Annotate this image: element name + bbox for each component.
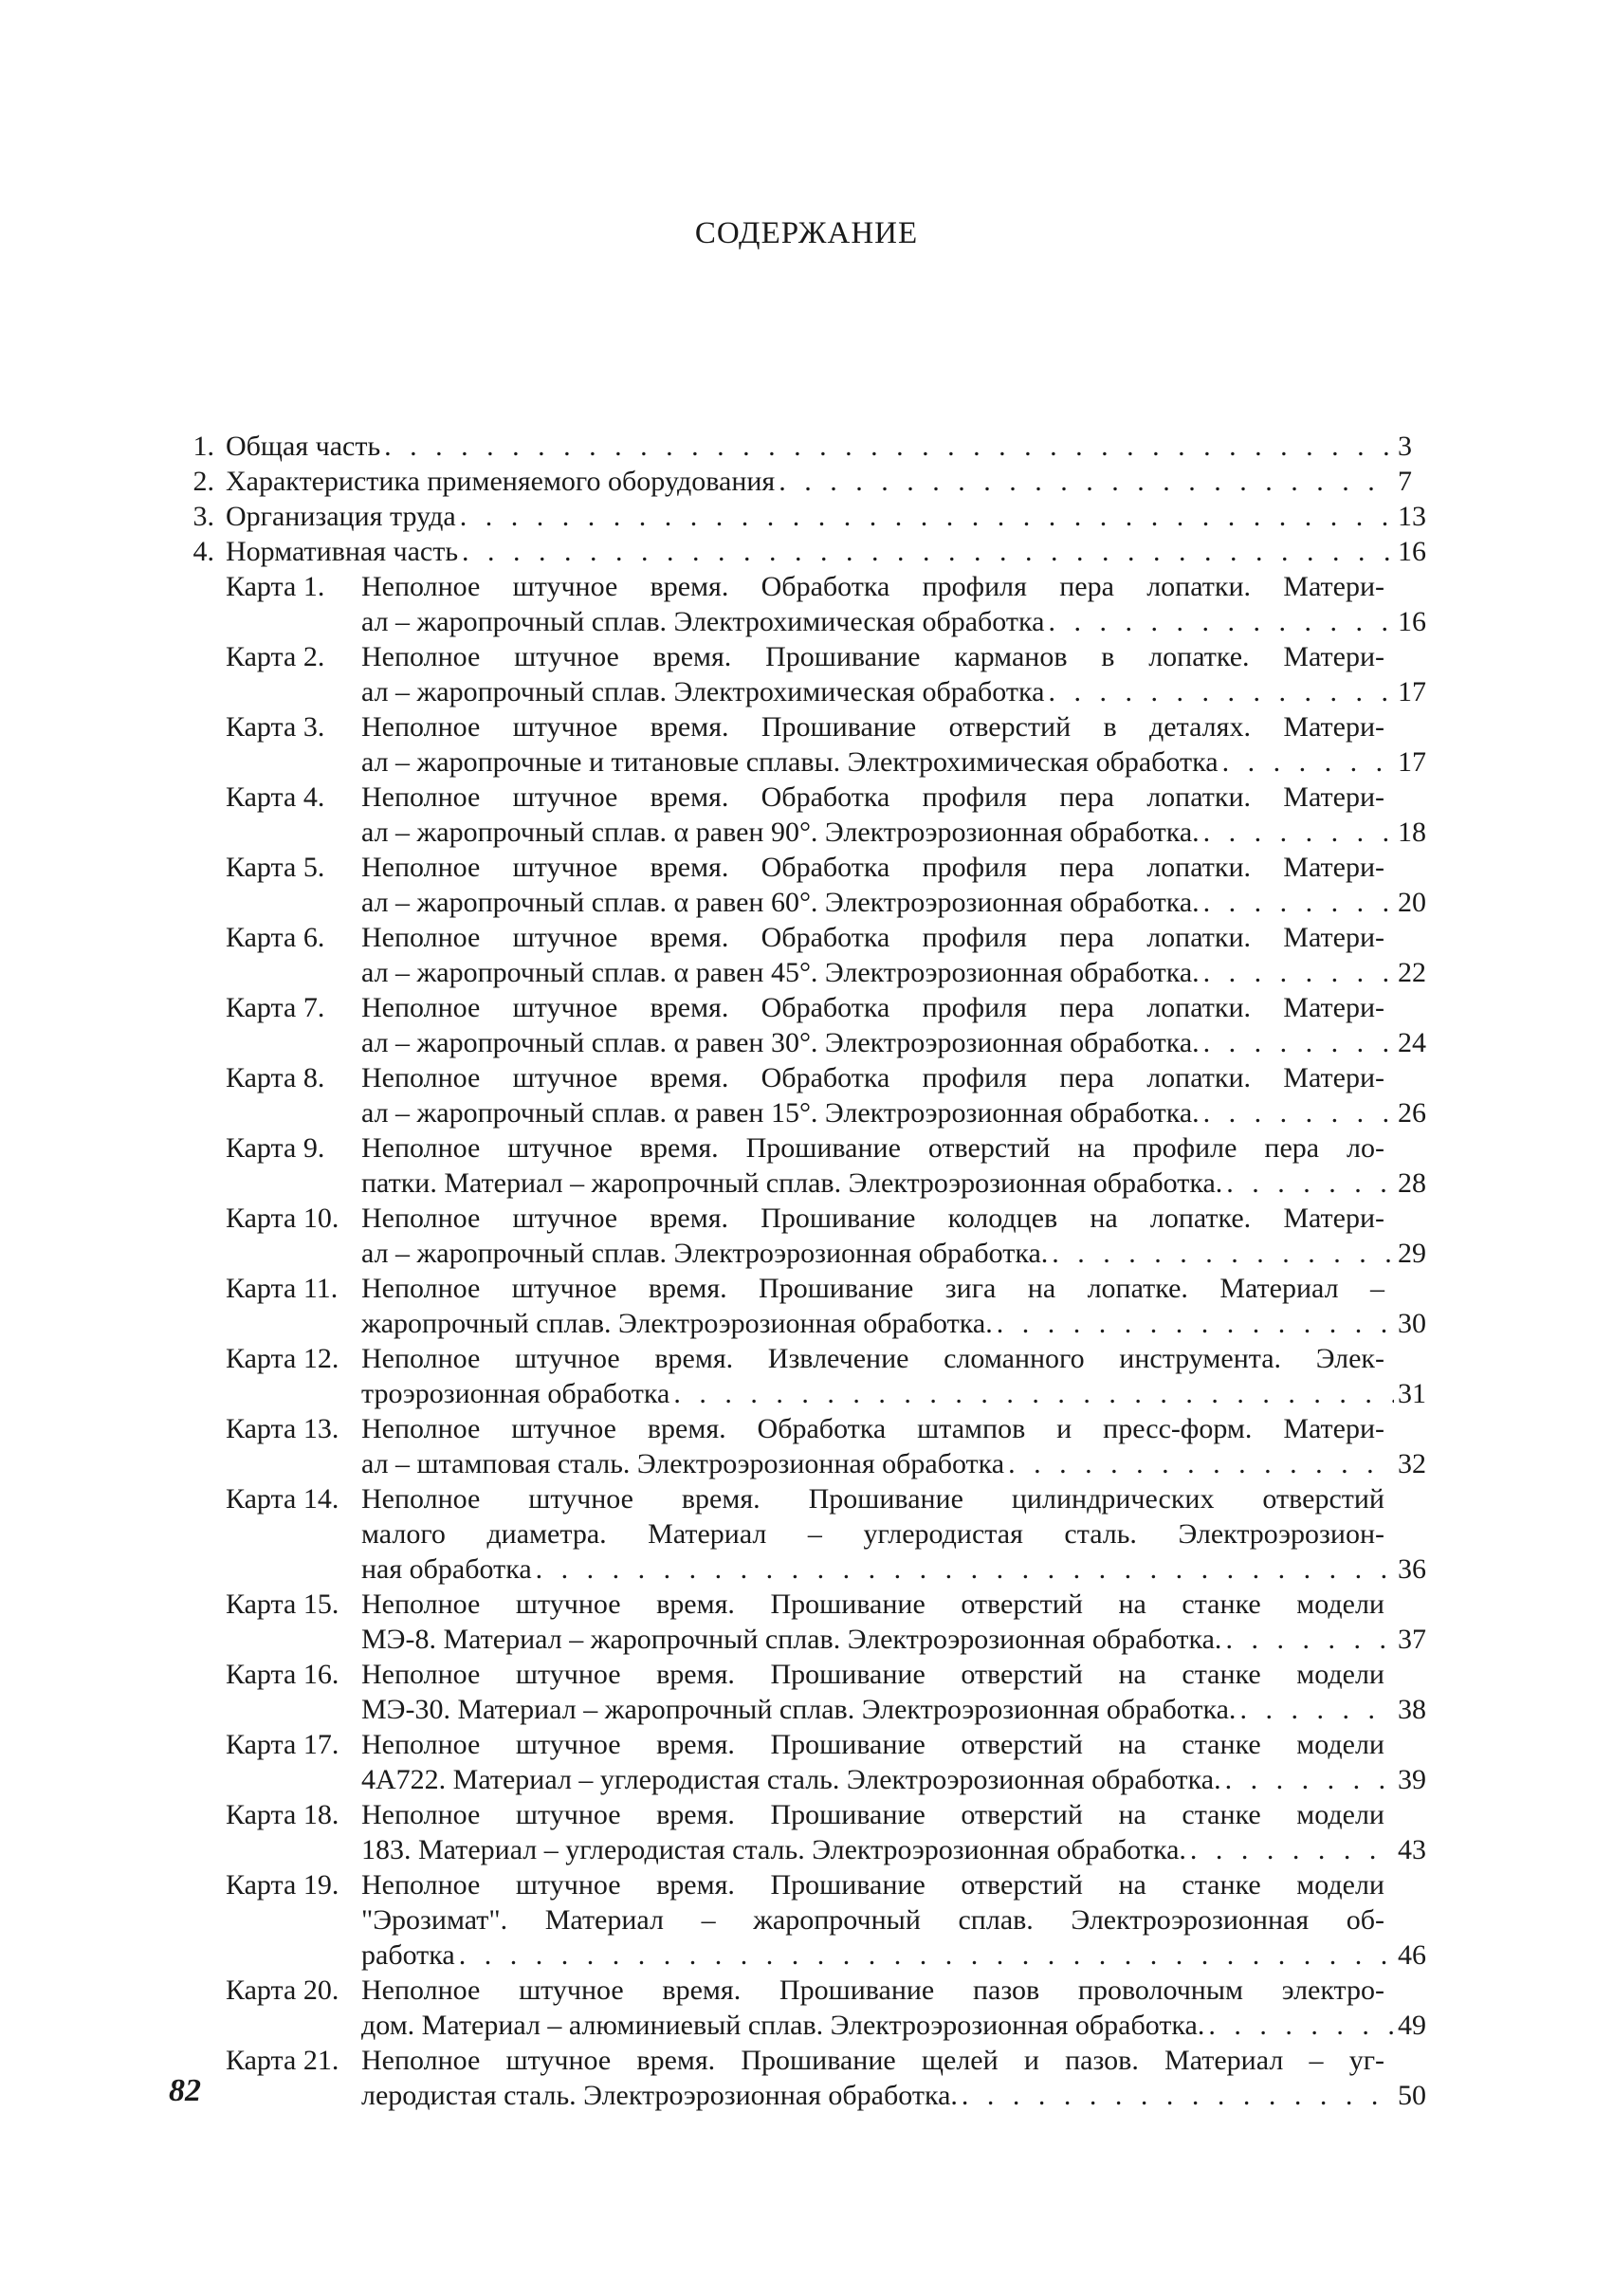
entry-number: Карта 21. [226, 2045, 339, 2076]
entry-last-line [361, 885, 1441, 920]
entry-text-line: Неполное штучное время. Обработка профиля пера лопатки. Матери- [361, 781, 1384, 813]
leader-dots [1048, 604, 1394, 639]
entry-text: 183. Материал – углеродистая сталь. Электроэрозионная обработка. [361, 1834, 1186, 1865]
entry-last-line [361, 1166, 1441, 1201]
entry-page-number: 24 [1398, 1027, 1426, 1058]
entry-text-line: малого диаметра. Материал – углеродистая сталь. Электроэрозион- [361, 1518, 1384, 1550]
entry-text-line: Неполное штучное время. Обработка профиля пера лопатки. Матери- [361, 852, 1384, 883]
entry-text-line: Неполное штучное время. Прошивание колодцев на лопатке. Матери- [361, 1203, 1384, 1234]
toc-section-entry [176, 534, 1441, 569]
leader-dots [1203, 885, 1394, 920]
entry-text-line: Неполное штучное время. Обработка профиля пера лопатки. Матери- [361, 992, 1384, 1023]
entry-text: ал – жаропрочный сплав. α равен 45°. Электроэрозионная обработка. [361, 957, 1200, 988]
entry-page-number: 18 [1398, 817, 1426, 848]
entry-page-number: 28 [1398, 1167, 1426, 1199]
entry-last-line [226, 534, 1441, 569]
entry-page-number: 7 [1398, 466, 1412, 497]
leader-dots [1048, 674, 1394, 709]
toc-section-entry [176, 429, 1441, 464]
entry-last-line [361, 1938, 1441, 1973]
leader-dots [1203, 1095, 1394, 1130]
entry-text-line: Неполное штучное время. Обработка профиля пера лопатки. Матери- [361, 922, 1384, 953]
entry-number: Карта 6. [226, 922, 325, 953]
entry-last-line [361, 955, 1441, 990]
entry-text: Общая часть [226, 431, 381, 462]
entry-text: ал – жаропрочный сплав. α равен 90°. Электроэрозионная обработка. [361, 817, 1200, 848]
entry-number: Карта 20. [226, 1975, 339, 2006]
leader-dots [1225, 1622, 1394, 1657]
entry-page-number: 22 [1398, 957, 1426, 988]
entry-number: Карта 7. [226, 992, 325, 1023]
entry-last-line [361, 1832, 1441, 1867]
entry-page-number: 3 [1398, 431, 1412, 462]
entry-page-number: 17 [1398, 746, 1426, 778]
entry-text-line: Неполное штучное время. Прошивание отверстий на станке модели [361, 1729, 1384, 1760]
entry-text-line: Неполное штучное время. Прошивание отверстий в деталях. Матери- [361, 711, 1384, 743]
entry-text: ал – жаропрочный сплав. α равен 15°. Электроэрозионная обработка. [361, 1097, 1200, 1129]
entry-page-number: 16 [1398, 606, 1426, 637]
entry-text: ал – жаропрочные и титановые сплавы. Электрохимическая обработка [361, 746, 1219, 778]
entry-number: Карта 8. [226, 1062, 325, 1093]
entry-last-line [361, 1095, 1441, 1130]
entry-number: Карта 10. [226, 1203, 339, 1234]
table-of-contents [176, 429, 1441, 2113]
leader-dots [1222, 744, 1394, 780]
entry-text: жаропрочный сплав. Электроэрозионная обработка. [361, 1308, 993, 1339]
entry-number: Карта 11. [226, 1273, 339, 1304]
entry-page-number: 30 [1398, 1308, 1426, 1339]
leader-dots [1052, 1236, 1394, 1271]
entry-last-line [361, 1622, 1441, 1657]
toc-card-entry [176, 1060, 1441, 1130]
entry-page-number: 50 [1398, 2080, 1426, 2111]
entry-last-line [226, 429, 1441, 464]
entry-last-line [361, 674, 1441, 709]
entry-page-number: 31 [1398, 1378, 1426, 1409]
entry-page-number: 43 [1398, 1834, 1426, 1865]
toc-card-entry [176, 1201, 1441, 1271]
entry-page-number: 38 [1398, 1694, 1426, 1725]
entry-text: патки. Материал – жаропрочный сплав. Электроэрозионная обработка. [361, 1167, 1223, 1199]
entry-last-line [361, 1025, 1441, 1060]
toc-section-entry [176, 464, 1441, 499]
leader-dots [460, 499, 1394, 534]
leader-dots [459, 1938, 1394, 1973]
entry-number: Карта 18. [226, 1799, 339, 1830]
entry-text-line: Неполное штучное время. Прошивание отверстий на станке модели [361, 1589, 1384, 1620]
entry-last-line [361, 1306, 1441, 1341]
entry-text: ная обработка [361, 1553, 532, 1585]
leader-dots [1203, 1025, 1394, 1060]
toc-card-entry [176, 990, 1441, 1060]
leader-dots [1203, 955, 1394, 990]
toc-card-entry [176, 1411, 1441, 1481]
toc-card-entry [176, 850, 1441, 920]
leader-dots [1225, 1762, 1394, 1797]
toc-card-entry [176, 920, 1441, 990]
entry-last-line [226, 499, 1441, 534]
toc-card-entry [176, 1797, 1441, 1867]
entry-text: Нормативная часть [226, 536, 459, 567]
toc-card-entry [176, 569, 1441, 639]
entry-text: ал – жаропрочный сплав. Электрохимическая обработка [361, 676, 1045, 707]
entry-text: ал – штамповая сталь. Электроэрозионная обработка [361, 1448, 1005, 1479]
page-number: 82 [169, 2073, 201, 2108]
entry-number: 1. [192, 431, 214, 462]
entry-page-number: 29 [1398, 1238, 1426, 1269]
entry-text: МЭ-30. Материал – жаропрочный сплав. Электроэрозионная обработка. [361, 1694, 1237, 1725]
entry-number: Карта 19. [226, 1869, 339, 1901]
entry-number: Карта 4. [226, 781, 325, 813]
entry-page-number: 49 [1398, 2010, 1426, 2041]
entry-text-line: Неполное штучное время. Прошивание карманов в лопатке. Матери- [361, 641, 1384, 672]
entry-text: дом. Материал – алюминиевый сплав. Электроэрозионная обработка. [361, 2010, 1205, 2041]
entry-page-number: 20 [1398, 887, 1426, 918]
toc-card-entry [176, 1587, 1441, 1657]
entry-text: Организация труда [226, 501, 456, 532]
entry-text: ал – жаропрочный сплав. α равен 30°. Электроэрозионная обработка. [361, 1027, 1200, 1058]
entry-text-line: Неполное штучное время. Прошивание пазов проволочным электро- [361, 1975, 1384, 2006]
entry-text-line: "Эрозимат". Материал – жаропрочный сплав. Электроэрозионная об- [361, 1904, 1384, 1936]
entry-page-number: 36 [1398, 1553, 1426, 1585]
entry-number: Карта 9. [226, 1132, 325, 1164]
leader-dots [1208, 2008, 1394, 2043]
toc-card-entry [176, 639, 1441, 709]
toc-card-entry [176, 1657, 1441, 1727]
entry-text-line: Неполное штучное время. Прошивание отверстий на станке модели [361, 1659, 1384, 1690]
entry-text-line: Неполное штучное время. Обработка штампов и пресс-форм. Матери- [361, 1413, 1384, 1444]
entry-number: 4. [192, 536, 214, 567]
entry-text: 4А722. Материал – углеродистая сталь. Электроэрозионная обработка. [361, 1764, 1221, 1795]
entry-number: 2. [192, 466, 214, 497]
entry-last-line [361, 604, 1441, 639]
entry-last-line [361, 2078, 1441, 2113]
entry-page-number: 46 [1398, 1939, 1426, 1971]
entry-number: Карта 16. [226, 1659, 339, 1690]
entry-number: Карта 1. [226, 571, 325, 602]
entry-text: леродистая сталь. Электроэрозионная обработка. [361, 2080, 958, 2111]
leader-dots [673, 1376, 1394, 1411]
entry-text: работка [361, 1939, 455, 1971]
entry-text-line: Неполное штучное время. Обработка профиля пера лопатки. Матери- [361, 1062, 1384, 1093]
entry-number: Карта 5. [226, 852, 325, 883]
entry-text-line: Неполное штучное время. Обработка профиля пера лопатки. Матери- [361, 571, 1384, 602]
leader-dots [536, 1552, 1394, 1587]
toc-card-entry [176, 780, 1441, 850]
entry-number: 3. [192, 501, 214, 532]
page-title: СОДЕРЖАНИЕ [694, 216, 919, 250]
entry-last-line [361, 815, 1441, 850]
entry-number: Карта 14. [226, 1483, 339, 1515]
entry-last-line [361, 1236, 1441, 1271]
toc-card-entry [176, 1727, 1441, 1797]
leader-dots [462, 534, 1394, 569]
entry-page-number: 13 [1398, 501, 1426, 532]
entry-number: Карта 3. [226, 711, 325, 743]
entry-text: троэрозионная обработка [361, 1378, 670, 1409]
entry-text: МЭ-8. Материал – жаропрочный сплав. Электроэрозионная обработка. [361, 1624, 1222, 1655]
entry-number: Карта 15. [226, 1589, 339, 1620]
entry-text: ал – жаропрочный сплав. Электрохимическая обработка [361, 606, 1045, 637]
entry-text: ал – жаропрочный сплав. Электроэрозионная обработка. [361, 1238, 1049, 1269]
toc-card-entry [176, 1867, 1441, 1973]
entry-number: Карта 12. [226, 1343, 339, 1374]
leader-dots [779, 464, 1394, 499]
toc-card-entry [176, 1130, 1441, 1201]
leader-dots [1239, 1692, 1394, 1727]
entry-text-line: Неполное штучное время. Прошивание щелей и пазов. Материал – уг- [361, 2045, 1384, 2076]
toc-card-entry [176, 2043, 1441, 2113]
toc-card-entry [176, 1973, 1441, 2043]
entry-last-line [226, 464, 1441, 499]
toc-card-entry [176, 1341, 1441, 1411]
leader-dots [962, 2078, 1394, 2113]
entry-page-number: 16 [1398, 536, 1426, 567]
entry-number: Карта 2. [226, 641, 325, 672]
leader-dots [384, 429, 1394, 464]
entry-last-line [361, 2008, 1441, 2043]
entry-text: Характеристика применяемого оборудования [226, 466, 776, 497]
entry-number: Карта 13. [226, 1413, 339, 1444]
entry-page-number: 37 [1398, 1624, 1426, 1655]
entry-page-number: 39 [1398, 1764, 1426, 1795]
entry-text-line: Неполное штучное время. Извлечение сломанного инструмента. Элек- [361, 1343, 1384, 1374]
entry-page-number: 32 [1398, 1448, 1426, 1479]
entry-last-line [361, 1552, 1441, 1587]
entry-text-line: Неполное штучное время. Прошивание зига на лопатке. Материал – [361, 1273, 1384, 1304]
leader-dots [1226, 1166, 1394, 1201]
toc-section-entry [176, 499, 1441, 534]
entry-text-line: Неполное штучное время. Прошивание отверстий на профиле пера ло- [361, 1132, 1384, 1164]
leader-dots [997, 1306, 1394, 1341]
toc-card-entry [176, 1271, 1441, 1341]
leader-dots [1008, 1446, 1394, 1481]
entry-last-line [361, 1446, 1441, 1481]
entry-last-line [361, 744, 1441, 780]
entry-text-line: Неполное штучное время. Прошивание отверстий на станке модели [361, 1799, 1384, 1830]
entry-last-line [361, 1376, 1441, 1411]
toc-card-entry [176, 1481, 1441, 1587]
entry-last-line [361, 1762, 1441, 1797]
entry-number: Карта 17. [226, 1729, 339, 1760]
entry-text: ал – жаропрочный сплав. α равен 60°. Электроэрозионная обработка. [361, 887, 1200, 918]
entry-text-line: Неполное штучное время. Прошивание цилиндрических отверстий [361, 1483, 1384, 1515]
entry-page-number: 17 [1398, 676, 1426, 707]
entry-last-line [361, 1692, 1441, 1727]
entry-text-line: Неполное штучное время. Прошивание отверстий на станке модели [361, 1869, 1384, 1901]
entry-page-number: 26 [1398, 1097, 1426, 1129]
leader-dots [1190, 1832, 1394, 1867]
toc-card-entry [176, 709, 1441, 780]
leader-dots [1203, 815, 1394, 850]
